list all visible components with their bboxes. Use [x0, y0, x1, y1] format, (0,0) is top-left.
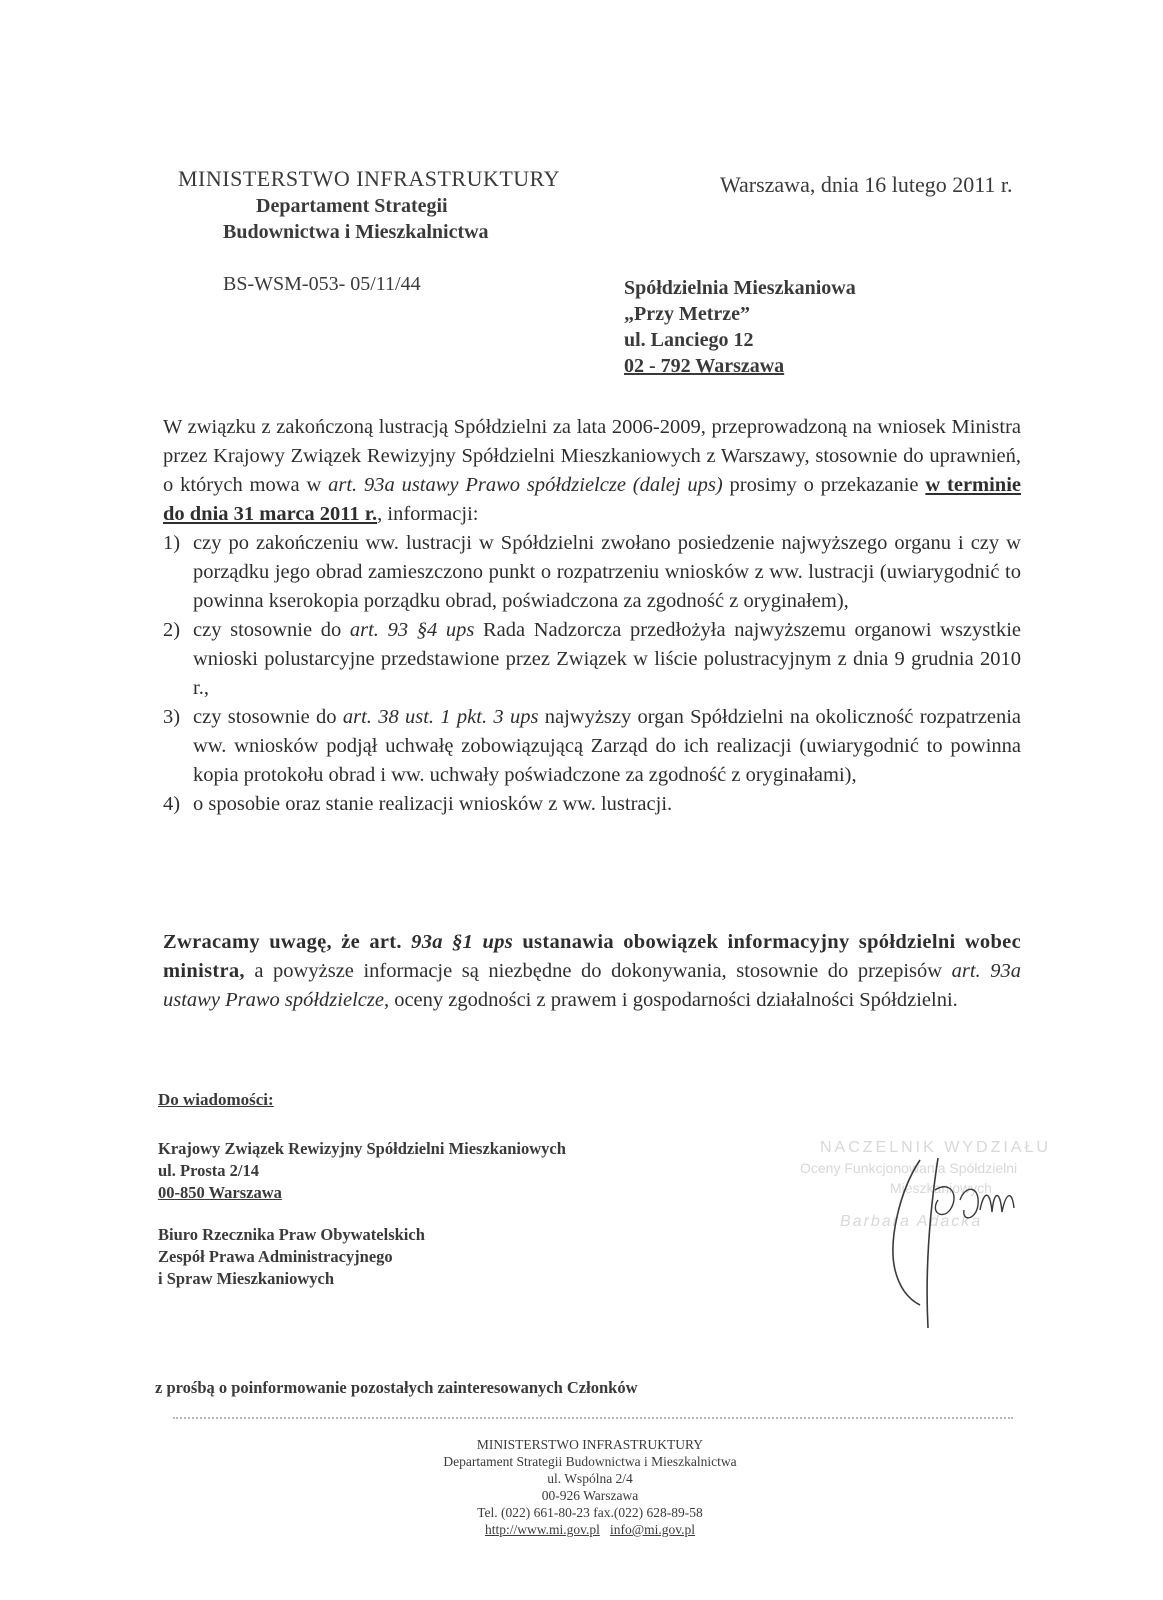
intro-text-c: , informacji: [377, 503, 479, 525]
request-list [163, 529, 1021, 819]
stamp-line-4: Barbara Adacka [840, 1213, 983, 1230]
notice-text-b: , oceny zgodności z prawem i gospodarności działalności Spółdzielni. [383, 989, 958, 1011]
cc-recipient-2 [158, 1224, 425, 1290]
list-item [163, 529, 1021, 616]
notice-text-a: a powyższe informacje są niezbędne do dokonywania, stosownie do przepisów [244, 960, 952, 982]
handwritten-signature [880, 1150, 1050, 1330]
email-link[interactable]: info@mi.gov.pl [609, 1522, 696, 1537]
website-link[interactable]: http://www.mi.gov.pl [484, 1522, 600, 1537]
notice-bold-a: Zwracamy uwagę, że art. [163, 931, 412, 953]
list-item-text: czy po zakończeniu ww. lustracji w Spółdzielni zwołano posiedzenie najwyższego organu i czy w porządku jego obrad zamieszczono punkt o rozpatrzeniu wniosków z ww. lustracji (uwiarygodnić to powinna kserokopia porządku obrad, poświadczona za zgodność z oryginałem), [193, 532, 1021, 612]
department-line-1: Departament Strategii [256, 195, 448, 217]
footer-line-1: MINISTERSTWO INFRASTRUKTURY [476, 1437, 704, 1452]
letterhead-footer [300, 1436, 880, 1538]
department-name [178, 193, 628, 245]
list-item-number: 4) [163, 793, 181, 815]
cc-title: Do wiadomości: [158, 1090, 274, 1109]
list-item-number: 2) [163, 619, 181, 641]
footer-links [300, 1521, 880, 1538]
cc-recipient-1 [158, 1138, 566, 1204]
stamp-line-3: Mieszkaniowych [890, 1180, 992, 1196]
notice-bold-article-ref: 93a §1 ups [411, 931, 514, 953]
list-item-text: czy stosownie do [193, 619, 350, 641]
ministry-name: MINISTERSTWO INFRASTRUKTURY [178, 166, 561, 191]
stamp-line-2: Oceny Funkcjonowania Spółdzielni [800, 1160, 1018, 1176]
cc-recipient-1-line-2: ul. Prosta 2/14 [158, 1161, 259, 1180]
list-item-article-ref: art. 38 ust. 1 pkt. 3 ups [342, 706, 539, 728]
notice-paragraph [163, 928, 1021, 1015]
letter-date: Warszawa, dnia 16 lutego 2011 r. [720, 172, 1013, 197]
notice-article-ref: art. 93a ustawy Prawo spółdzielcze [163, 960, 1021, 1011]
recipient-address [624, 275, 856, 379]
department-line-2: Budownictwa i Mieszkalnictwa [223, 221, 489, 243]
list-item-article-ref: art. 93 §4 ups [349, 619, 475, 641]
cc-recipient-2-line-3: i Spraw Mieszkaniowych [158, 1269, 335, 1288]
cc-recipient-1-line-3: 00-850 Warszawa [158, 1183, 282, 1202]
footer-line-4: 00-926 Warszawa [541, 1488, 639, 1503]
recipient-line-4: 02 - 792 Warszawa [624, 355, 785, 377]
list-item-text-cont: Rada Nadzorcza przedłożyła najwyższemu organowi wszystkie wnioski polustarcyjne przedstawione przez Związek w liście polustracyjnym z dnia 9 grudnia 2010 r., [193, 619, 1021, 699]
recipient-line-2: „Przy Metrze” [624, 303, 751, 325]
recipient-line-3: ul. Lanciego 12 [624, 329, 754, 351]
footer-line-3: ul. Wspólna 2/4 [547, 1471, 633, 1486]
cc-recipient-2-line-1: Biuro Rzecznika Praw Obywatelskich [158, 1225, 425, 1244]
list-item [163, 703, 1021, 790]
intro-text-b: prosimy o przekazanie [722, 474, 926, 496]
request-line: z prośbą o poinformowanie pozostałych zainteresowanych Członków [155, 1378, 638, 1397]
intro-article-ref: art. 93a ustawy Prawo spółdzielcze (dalej ups) [328, 474, 723, 496]
list-item-number: 1) [163, 532, 181, 554]
list-item [163, 616, 1021, 703]
intro-text-a: W związku z zakończoną lustracją Spółdzielni za lata 2006-2009, przeprowadzoną na wniosek Ministra przez Krajowy Związek Rewizyjny Spółdzielni Mieszkaniowych z Warszawy, stosownie do uprawnień, o których mowa w [163, 416, 1021, 496]
footer-line-5: Tel. (022) 661-80-23 fax.(022) 628-89-58 [477, 1505, 703, 1520]
list-item-number: 3) [163, 706, 181, 728]
notice-bold-b: ustanawia obowiązek informacyjny spółdzielni wobec ministra, [163, 931, 1021, 982]
footer-divider [173, 1417, 1013, 1419]
list-item-text-cont: najwyższy organ Spółdzielni na okoliczność rozpatrzenia ww. wniosków podjął uchwałę zobowiązującą Zarząd do ich realizacji (uwiarygodnić to powinna kopia protokołu obrad i ww. uchwały poświadczone za zgodność z oryginałami), [193, 706, 1021, 786]
cc-recipient-1-line-1: Krajowy Związek Rewizyjny Spółdzielni Mieszkaniowych [158, 1139, 566, 1158]
list-item [163, 790, 1021, 819]
footer-line-2: Departament Strategii Budownictwa i Mieszkalnictwa [443, 1454, 737, 1469]
intro-paragraph [163, 413, 1021, 529]
reference-number: BS-WSM-053- 05/11/44 [223, 273, 421, 295]
letter-body [163, 413, 1021, 819]
stamp-line-1: NACZELNIK WYDZIAŁU [820, 1139, 1051, 1156]
list-item-text: czy stosownie do [193, 706, 343, 728]
intro-deadline: w terminie do dnia 31 marca 2011 r. [163, 474, 1022, 525]
list-item-text: o sposobie oraz stanie realizacji wniosków z ww. lustracji. [193, 793, 673, 815]
cc-recipient-2-line-2: Zespół Prawa Administracyjnego [158, 1247, 393, 1266]
recipient-line-1: Spółdzielnia Mieszkaniowa [624, 277, 856, 299]
